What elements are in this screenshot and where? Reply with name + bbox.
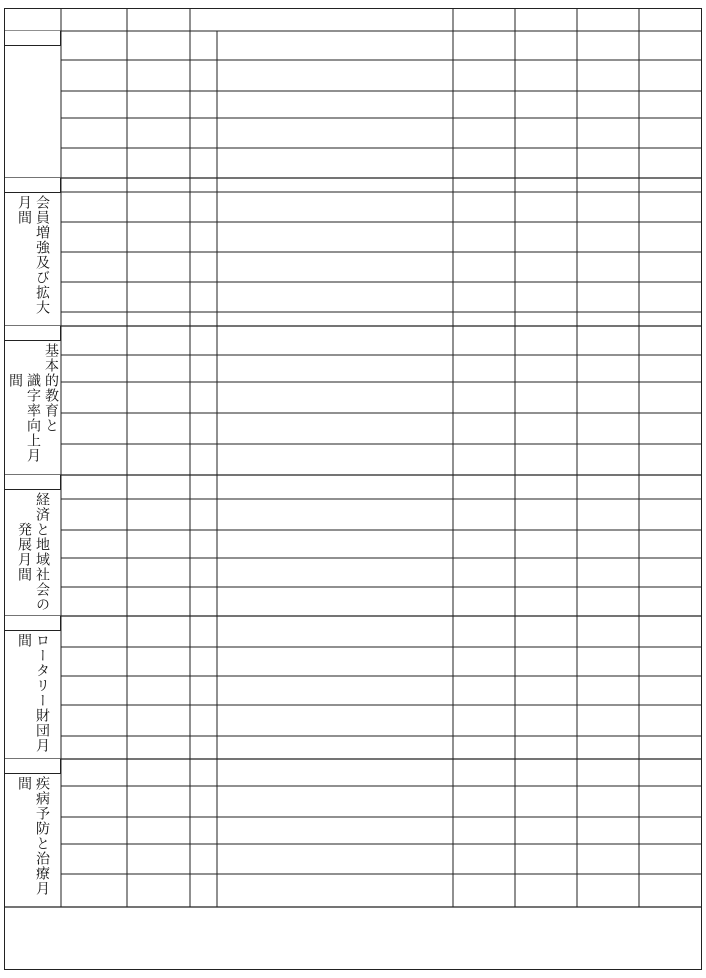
month-theme-text: 経済と地域社会の xyxy=(34,492,50,612)
calendar-table xyxy=(4,8,702,970)
month-theme xyxy=(5,343,61,473)
month-theme-text: 疾病予防と治療月間 xyxy=(16,776,50,896)
month-theme-text: 発展月間 xyxy=(16,522,32,582)
weekday-header xyxy=(515,9,577,31)
weekday-header xyxy=(190,9,453,31)
month-label xyxy=(5,326,61,341)
month-theme xyxy=(5,195,61,324)
month-label xyxy=(5,616,61,631)
month-theme xyxy=(5,633,61,757)
month-theme-text: 会員増強及び拡大月間 xyxy=(16,195,50,315)
month-theme-text: ロータリー財団月間 xyxy=(16,633,50,753)
weekday-header xyxy=(577,9,639,31)
month-theme-text: 基本的教育と xyxy=(43,343,59,433)
month-theme xyxy=(5,776,61,905)
month-label xyxy=(5,759,61,774)
year-header xyxy=(5,9,61,31)
grid-lines xyxy=(5,9,701,969)
weekday-header xyxy=(61,9,127,31)
month-theme xyxy=(5,492,61,614)
month-label xyxy=(5,31,61,46)
month-label xyxy=(5,475,61,490)
weekday-header xyxy=(639,9,701,31)
weekday-header xyxy=(127,9,190,31)
month-theme-text: 識字率向上月間 xyxy=(7,373,41,463)
weekday-header xyxy=(453,9,515,31)
month-label xyxy=(5,178,61,193)
